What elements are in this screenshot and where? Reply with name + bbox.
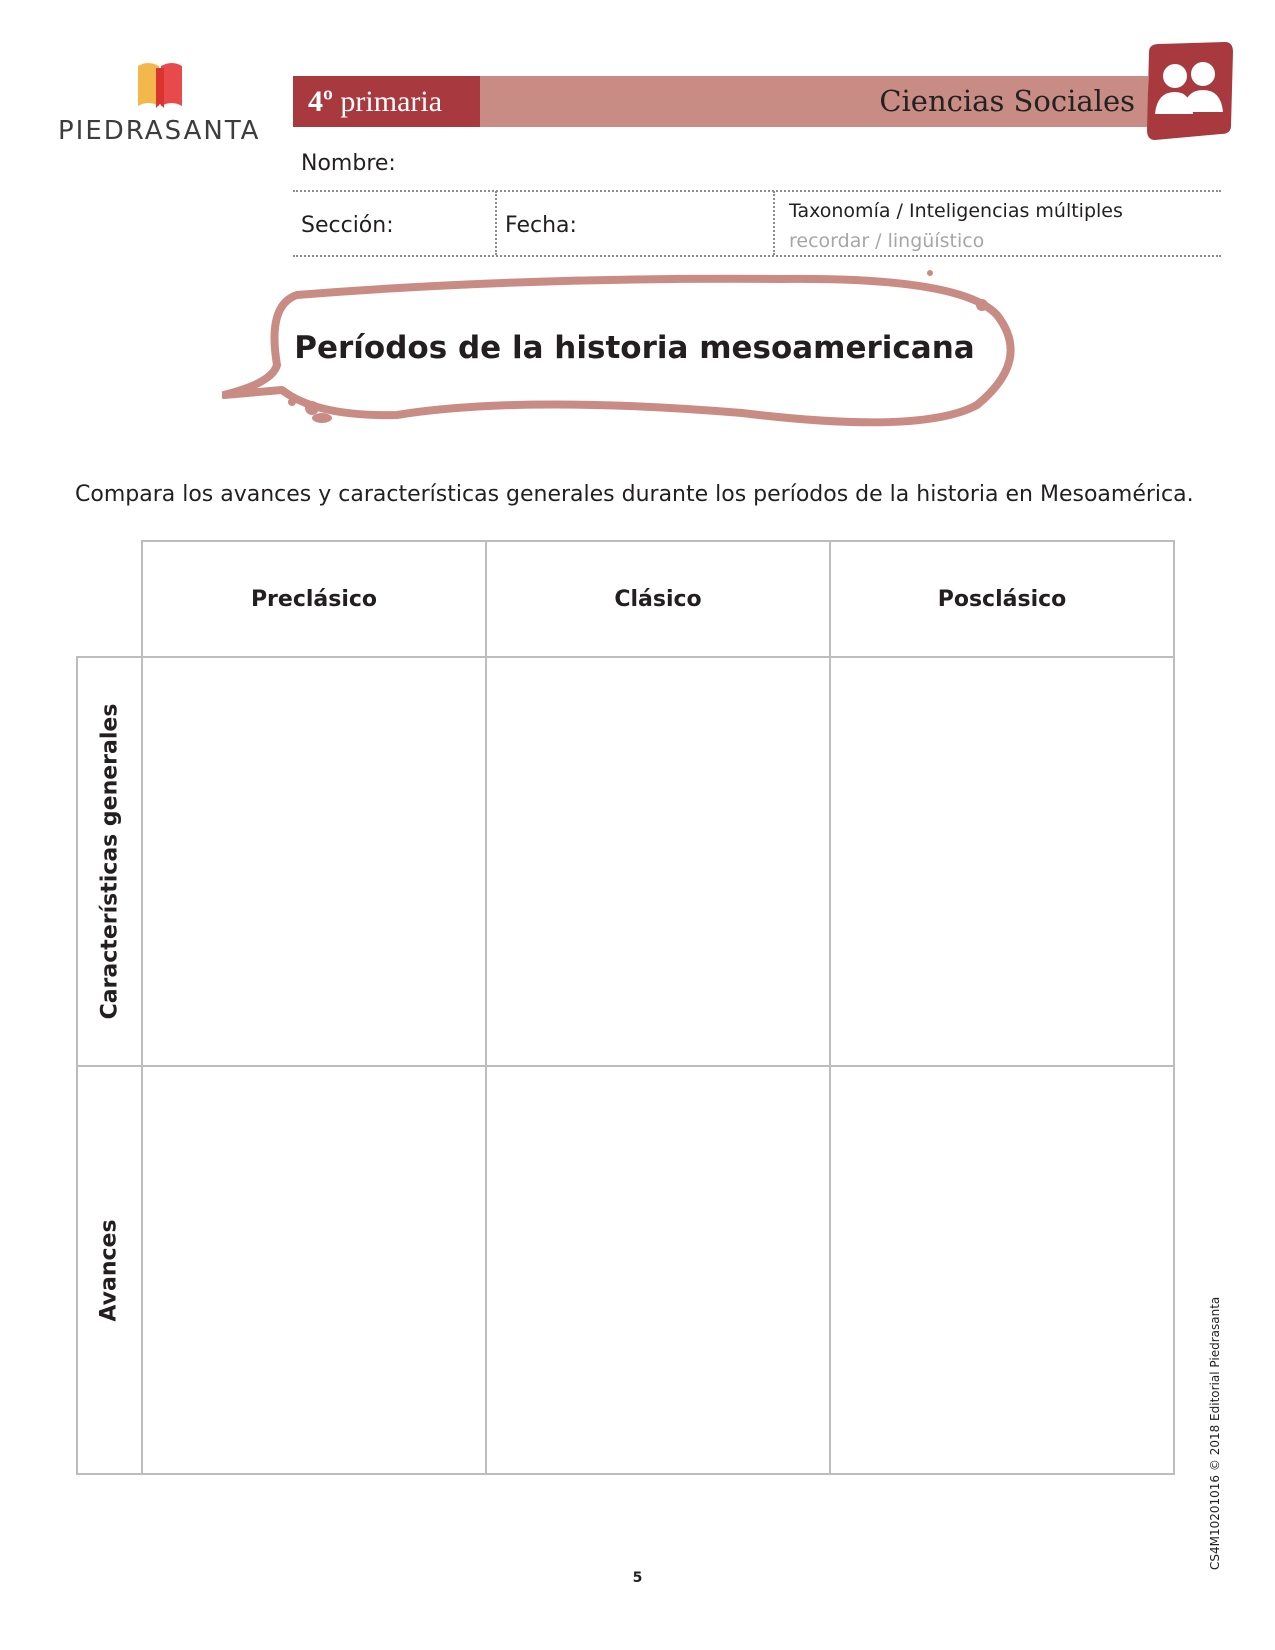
name-divider [293, 190, 1221, 192]
answer-cell-caracteristicas-posclasico[interactable] [829, 656, 1175, 1067]
page-number: 5 [632, 1570, 643, 1586]
form-bottom-divider [293, 255, 1221, 257]
date-divider [773, 191, 775, 255]
column-header-label: Clásico [614, 586, 702, 612]
grade-number: 4º [308, 85, 333, 118]
subject-title: Ciencias Sociales [879, 84, 1135, 118]
column-header-clasico [485, 540, 831, 658]
column-header-posclasico [829, 540, 1175, 658]
people-icon [1141, 42, 1233, 140]
row-header-caracteristicas [76, 656, 143, 1067]
answer-cell-caracteristicas-preclasico[interactable] [141, 656, 487, 1067]
grade-label [293, 76, 480, 127]
section-label: Sección: [301, 213, 394, 238]
answer-cell-caracteristicas-clasico[interactable] [485, 656, 831, 1067]
name-label: Nombre: [301, 151, 396, 176]
publisher-logo [56, 58, 261, 158]
page-title: Períodos de la historia mesoamericana [294, 330, 975, 366]
answer-cell-avances-preclasico[interactable] [141, 1065, 487, 1475]
instruction-text: Compara los avances y características generales durante los períodos de la historia en Mesoamérica. [75, 482, 1194, 507]
column-header-label: Preclásico [250, 586, 378, 612]
column-header-preclasico [141, 540, 487, 658]
answer-cell-avances-clasico[interactable] [485, 1065, 831, 1475]
copyright-note: CS4M10201016 © 2018 Editorial Piedrasanta [1208, 1296, 1222, 1570]
row-header-label: Características generales [97, 703, 123, 1020]
open-book-logo-icon [134, 58, 186, 110]
answer-cell-avances-posclasico[interactable] [829, 1065, 1175, 1475]
taxonomy-title: Taxonomía / Inteligencias múltiples [789, 200, 1123, 222]
column-header-label: Posclásico [937, 586, 1067, 612]
row-header-avances [76, 1065, 143, 1475]
section-divider [495, 191, 497, 255]
row-header-label: Avances [97, 1218, 122, 1322]
date-label: Fecha: [505, 213, 577, 238]
logo-wordmark: PIEDRASANTA [58, 116, 261, 146]
grade-level: primaria [340, 85, 443, 118]
taxonomy-value: recordar / lingüístico [789, 230, 985, 252]
